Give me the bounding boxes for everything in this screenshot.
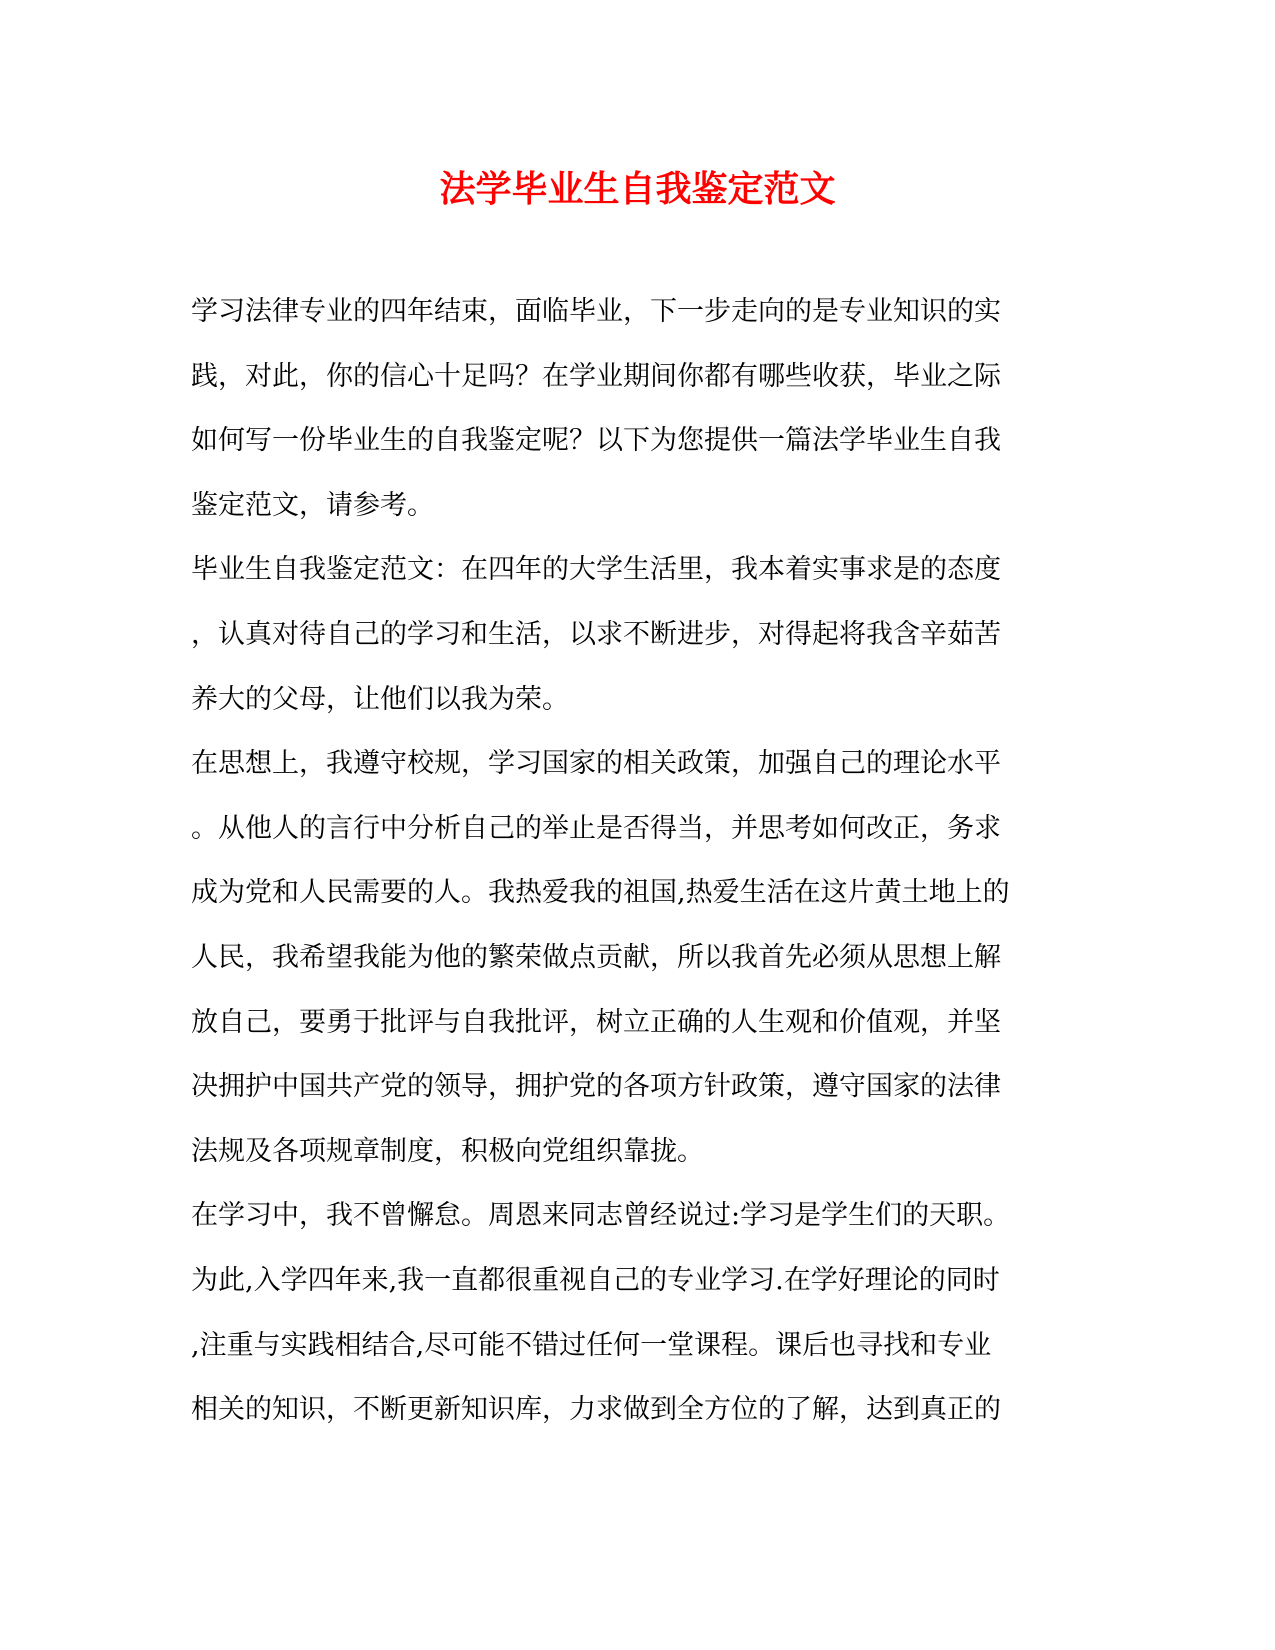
document-body <box>191 280 1091 1443</box>
text-line: 决拥护中国共产党的领导，拥护党的各项方针政策，遵守国家的法律 <box>191 1071 1001 1103</box>
text-line: 。从他人的言行中分析自己的举止是否得当，并思考如何改正，务求 <box>191 812 1001 844</box>
text-line: 践，对此，你的信心十足吗？在学业期间你都有哪些收获，毕业之际 <box>191 360 1001 392</box>
text-line: 相关的知识，不断更新知识库，力求做到全方位的了解，达到真正的 <box>191 1394 1001 1426</box>
text-line: 在思想上，我遵守校规，学习国家的相关政策，加强自己的理论水平 <box>191 748 1001 780</box>
text-line: 毕业生自我鉴定范文：在四年的大学生活里，我本着实事求是的态度 <box>191 554 1001 586</box>
text-line: 如何写一份毕业生的自我鉴定呢？以下为您提供一篇法学毕业生自我 <box>191 425 1001 457</box>
document-title: 法学毕业生自我鉴定范文 <box>439 168 836 210</box>
text-line: 法规及各项规章制度，积极向党组织靠拢。 <box>191 1135 704 1167</box>
text-line: 在学习中，我不曾懈怠。周恩来同志曾经说过:学习是学生们的天职。 <box>191 1200 1011 1232</box>
text-line: 学习法律专业的四年结束，面临毕业，下一步走向的是专业知识的实 <box>191 296 1001 327</box>
text-line: ，认真对待自己的学习和生活，以求不断进步，对得起将我含辛茹苦 <box>191 618 1001 650</box>
text-line: ,注重与实践相结合,尽可能不错过任何一堂课程。课后也寻找和专业 <box>191 1329 992 1361</box>
text-line: 人民，我希望我能为他的繁荣做点贡献，所以我首先必须从思想上解 <box>191 941 1001 973</box>
text-line: 鉴定范文，请参考。 <box>191 489 434 521</box>
text-line: 成为党和人民需要的人。我热爱我的祖国,热爱生活在这片黄土地上的 <box>191 877 1010 909</box>
text-line: 养大的父母，让他们以我为荣。 <box>191 683 569 715</box>
text-line: 放自己，要勇于批评与自我批评，树立正确的人生观和价值观，并坚 <box>191 1006 1001 1038</box>
text-line: 为此,入学四年来,我一直都很重视自己的专业学习.在学好理论的同时 <box>191 1264 1000 1296</box>
